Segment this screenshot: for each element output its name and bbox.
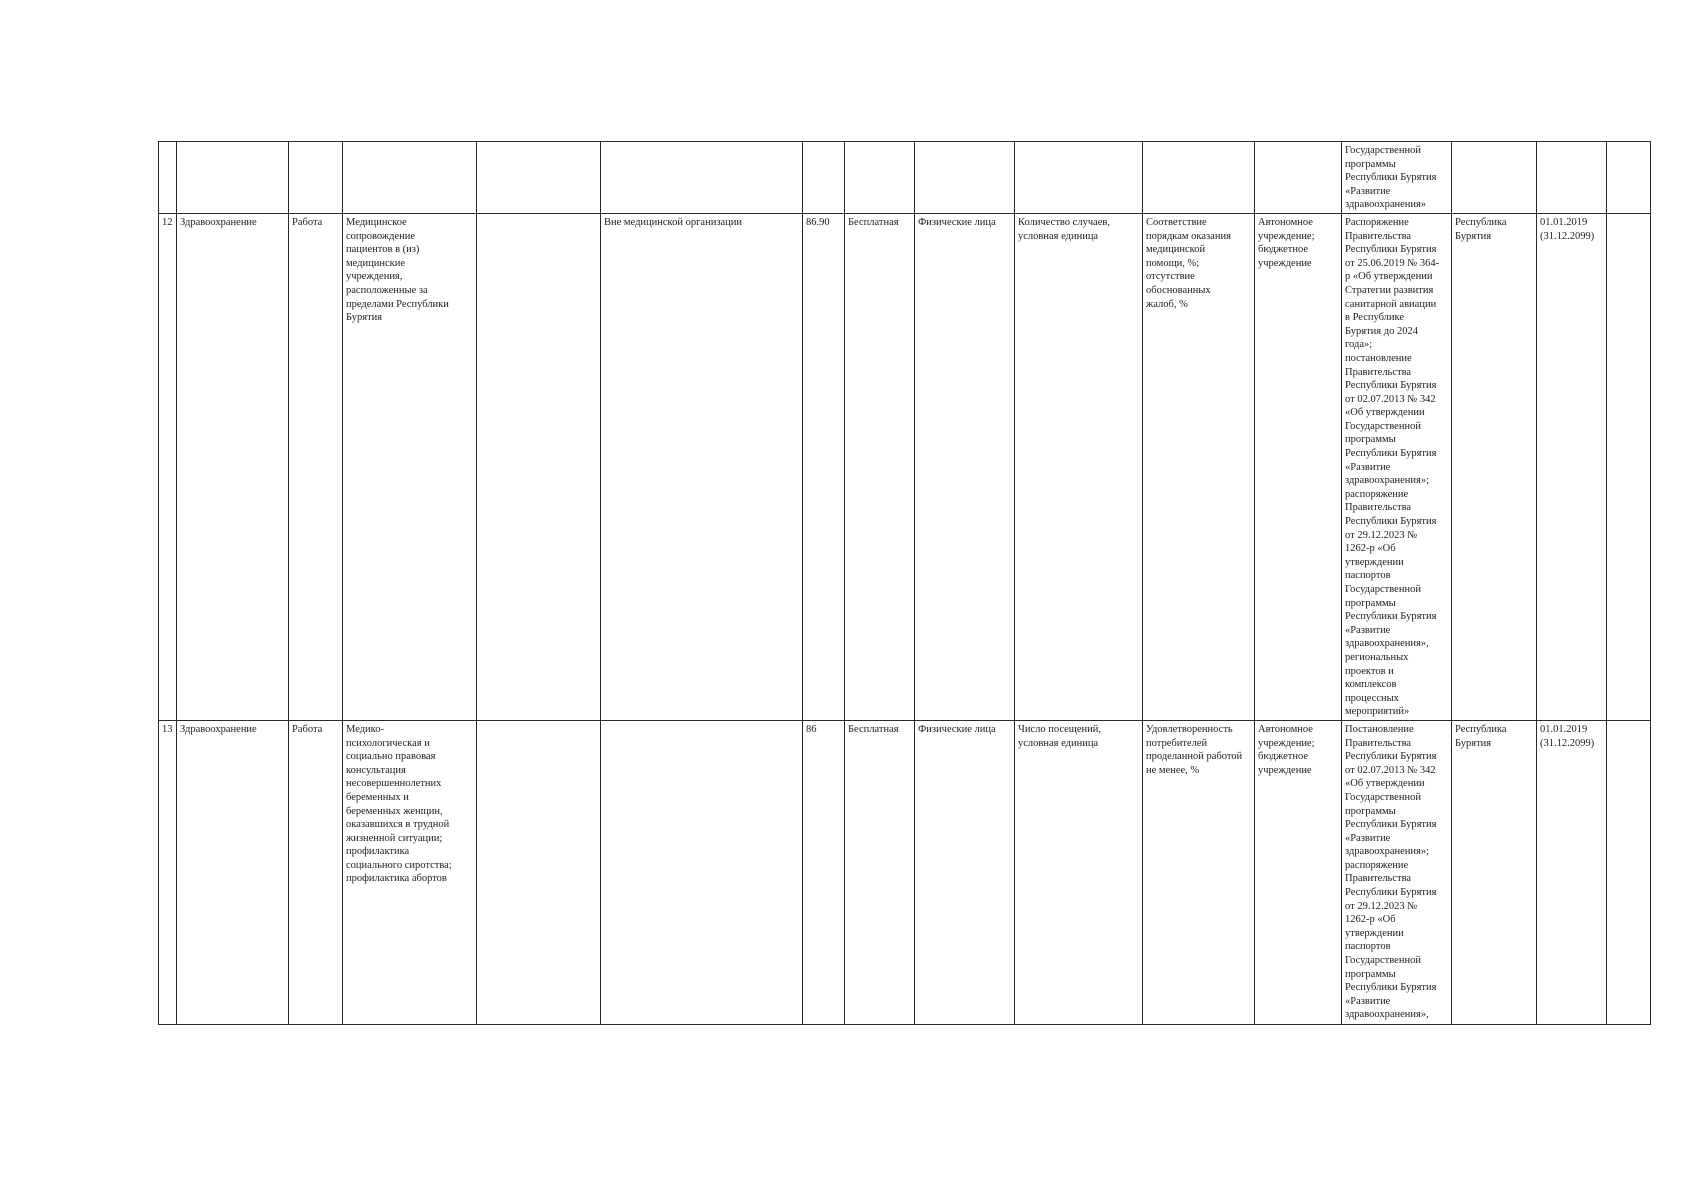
cell-sphere: Здравоохранение	[177, 213, 289, 720]
cell-empty	[177, 142, 289, 214]
table-row	[159, 213, 1651, 720]
cell-institution-type: Автономное учреждение; бюджетное учреждение	[1255, 720, 1342, 1024]
cell-empty	[477, 142, 601, 214]
continuation-row	[159, 142, 1651, 214]
cell-empty	[915, 142, 1015, 214]
cell-empty	[1452, 142, 1537, 214]
cell-legal-basis: Распоряжение Правительства Республики Бурятия от 25.06.2019 № 364- р «Об утверждении Стратегии развития санитарной авиации в Республике Бурятия до 2024 года»; постановление Правительства Республики Бурятия от 02.07.2013 № 342 «Об утверждении Государственной программы Республики Бурятия «Развитие здравоохранения»; распоряжение Правительства Республики Бурятия от 29.12.2023 № 1262-р «Об утверждении паспортов Государственной программы Республики Бурятия «Развитие здравоохранения», региональных проектов и комплексов процессных мероприятий»	[1342, 213, 1452, 720]
cell-dates: 01.01.2019 (31.12.2099)	[1537, 213, 1607, 720]
cell-empty	[1143, 142, 1255, 214]
cell-institution-type: Автономное учреждение; бюджетное учреждение	[1255, 213, 1342, 720]
cell-volume-indicator: Число посещений, условная единица	[1015, 720, 1143, 1024]
cell-number: 12	[159, 213, 177, 720]
cell-volume-indicator: Количество случаев, условная единица	[1015, 213, 1143, 720]
cell-payment: Бесплатная	[845, 213, 915, 720]
cell-okved: 86.90	[803, 213, 845, 720]
legal-basis-continued-text: Государственной программы Республики Бурятия «Развитие здравоохранения»	[1345, 145, 1437, 211]
cell-content	[477, 720, 601, 1024]
cell-kind: Работа	[289, 720, 343, 1024]
cell-empty	[845, 142, 915, 214]
cell-empty	[1255, 142, 1342, 214]
cell-empty	[1607, 142, 1651, 214]
cell-empty	[1015, 142, 1143, 214]
cell-last	[1607, 213, 1651, 720]
cell-number: 13	[159, 720, 177, 1024]
table-row	[159, 720, 1651, 1024]
cell-quality-indicator: Соответствие порядкам оказания медицинской помощи, %; отсутствие обоснованных жалоб, %	[1143, 213, 1255, 720]
cell-empty	[159, 142, 177, 214]
cell-consumers: Физические лица	[915, 213, 1015, 720]
cell-payment: Бесплатная	[845, 720, 915, 1024]
cell-level: Республика Бурятия	[1452, 213, 1537, 720]
cell-kind: Работа	[289, 213, 343, 720]
services-registry-table	[158, 141, 1651, 1025]
cell-level: Республика Бурятия	[1452, 720, 1537, 1024]
cell-empty	[601, 142, 803, 214]
cell-quality-indicator: Удовлетворенность потребителей проделанной работой не менее, %	[1143, 720, 1255, 1024]
cell-empty	[343, 142, 477, 214]
cell-last	[1607, 720, 1651, 1024]
cell-legal-basis: Постановление Правительства Республики Бурятия от 02.07.2013 № 342 «Об утверждении Государственной программы Республики Бурятия «Развитие здравоохранения»; распоряжение Правительства Республики Бурятия от 29.12.2023 № 1262-р «Об утверждении паспортов Государственной программы Республики Бурятия «Развитие здравоохранения»,	[1342, 720, 1452, 1024]
cell-content	[477, 213, 601, 720]
cell-empty	[289, 142, 343, 214]
cell-dates: 01.01.2019 (31.12.2099)	[1537, 720, 1607, 1024]
cell-service-name: Медицинское сопровождение пациентов в (из) медицинские учреждения, расположенные за пределами Республики Бурятия	[343, 213, 477, 720]
cell-consumers: Физические лица	[915, 720, 1015, 1024]
cell-empty	[1537, 142, 1607, 214]
cell-sphere: Здравоохранение	[177, 720, 289, 1024]
cell-service-name: Медико- психологическая и социально правовая консультация несовершеннолетних беременных и беременных женщин, оказавшихся в трудной жизненной ситуации; профилактика социального сиротства; профилактика абортов	[343, 720, 477, 1024]
cell-conditions	[601, 720, 803, 1024]
cell-legal-basis-continued	[1342, 142, 1452, 214]
cell-okved: 86	[803, 720, 845, 1024]
cell-conditions: Вне медицинской организации	[601, 213, 803, 720]
cell-empty	[803, 142, 845, 214]
